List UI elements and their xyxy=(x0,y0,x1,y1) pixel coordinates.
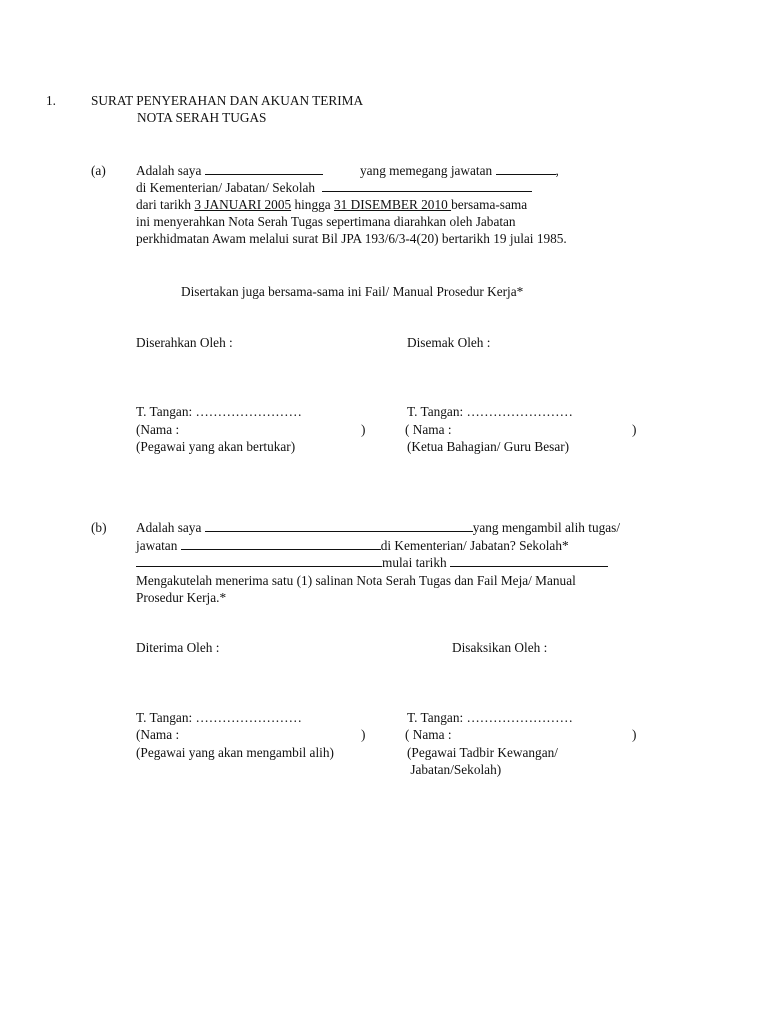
section-b-line1-end: yang mengambil alih tugas/ xyxy=(472,520,621,535)
date-end: 31 DISEMBER 2010 xyxy=(333,197,452,212)
section-a-line3-prefix: dari tarikh xyxy=(136,197,195,212)
section-a-line1-prefix: Adalah saya xyxy=(136,163,202,178)
received-by-label: Diterima Oleh : xyxy=(136,640,220,655)
section-a-line3-mid: hingga xyxy=(291,197,334,212)
date-blank-b[interactable] xyxy=(450,554,608,567)
section-b-line3-mid: mulai tarikh xyxy=(382,555,447,570)
attachment-note: Disertakan juga bersama-sama ini Fail/ Manual Prosedur Kerja* xyxy=(181,284,524,299)
section-a-line2 xyxy=(136,179,532,196)
name-left-b[interactable]: (Nama : xyxy=(136,727,180,742)
name-left-a-close: ) xyxy=(361,422,366,437)
section-b-line1 xyxy=(136,519,620,536)
section-a-line2-prefix: di Kementerian/ Jabatan/ Sekolah xyxy=(136,180,316,195)
signature-right-b[interactable]: T. Tangan: …………………… xyxy=(407,710,573,725)
role-right-b-line1: (Pegawai Tadbir Kewangan/ xyxy=(407,745,558,760)
section-a-line1-mid: yang memegang jawatan xyxy=(360,163,493,178)
name-right-a-close: ) xyxy=(632,422,637,437)
section-a-line1-end: , xyxy=(555,163,559,178)
name-left-a[interactable]: (Nama : xyxy=(136,422,180,437)
section-b-line2-prefix: jawatan xyxy=(136,538,178,553)
name-blank-b[interactable] xyxy=(205,519,473,532)
role-left-a: (Pegawai yang akan bertukar) xyxy=(136,439,296,454)
name-right-b-close: ) xyxy=(632,727,637,742)
role-left-b: (Pegawai yang akan mengambil alih) xyxy=(136,745,334,760)
position-blank-b[interactable] xyxy=(181,537,381,550)
section-b-line2 xyxy=(136,537,569,554)
checked-by-label: Disemak Oleh : xyxy=(407,335,491,350)
name-right-a[interactable]: ( Nama : xyxy=(405,422,452,437)
date-start: 3 JANUARI 2005 xyxy=(194,197,292,212)
section-b-line2-end: di Kementerian/ Jabatan? Sekolah* xyxy=(380,538,569,553)
name-left-b-close: ) xyxy=(361,727,366,742)
section-a-marker: (a) xyxy=(91,163,106,178)
heading-title-line1: SURAT PENYERAHAN DAN AKUAN TERIMA xyxy=(91,93,364,108)
section-a-line5: perkhidmatan Awam melalui surat Bil JPA 193/6/3-4(20) bertarikh 19 julai 1985. xyxy=(136,231,567,246)
section-b-marker: (b) xyxy=(91,520,107,535)
heading-number: 1. xyxy=(46,93,56,108)
section-a-line1 xyxy=(136,162,323,179)
ministry-blank-b[interactable] xyxy=(136,554,382,567)
signature-left-a[interactable]: T. Tangan: …………………… xyxy=(136,404,302,419)
section-a-line3-end: bersama-sama xyxy=(451,197,528,212)
position-blank-a[interactable] xyxy=(496,162,556,175)
section-b-line4: Mengakutelah menerima satu (1) salinan Nota Serah Tugas dan Fail Meja/ Manual xyxy=(136,573,576,588)
role-right-b-line2: Jabatan/Sekolah) xyxy=(407,762,502,777)
section-b-line1-prefix: Adalah saya xyxy=(136,520,202,535)
role-right-a: (Ketua Bahagian/ Guru Besar) xyxy=(407,439,570,454)
name-right-b[interactable]: ( Nama : xyxy=(405,727,452,742)
handed-over-by-label: Diserahkan Oleh : xyxy=(136,335,233,350)
signature-left-b[interactable]: T. Tangan: …………………… xyxy=(136,710,302,725)
name-blank-a[interactable] xyxy=(205,162,323,175)
witnessed-by-label: Disaksikan Oleh : xyxy=(452,640,548,655)
section-a-line3 xyxy=(136,196,527,213)
signature-right-a[interactable]: T. Tangan: …………………… xyxy=(407,404,573,419)
ministry-blank-a[interactable] xyxy=(322,179,532,192)
section-a-line4: ini menyerahkan Nota Serah Tugas sepertimana diarahkan oleh Jabatan xyxy=(136,214,516,229)
section-a-line1-mid-wrap xyxy=(360,162,559,179)
section-b-line3 xyxy=(136,554,608,571)
section-b-line5: Prosedur Kerja.* xyxy=(136,590,227,605)
heading-title-line2: NOTA SERAH TUGAS xyxy=(137,110,267,125)
